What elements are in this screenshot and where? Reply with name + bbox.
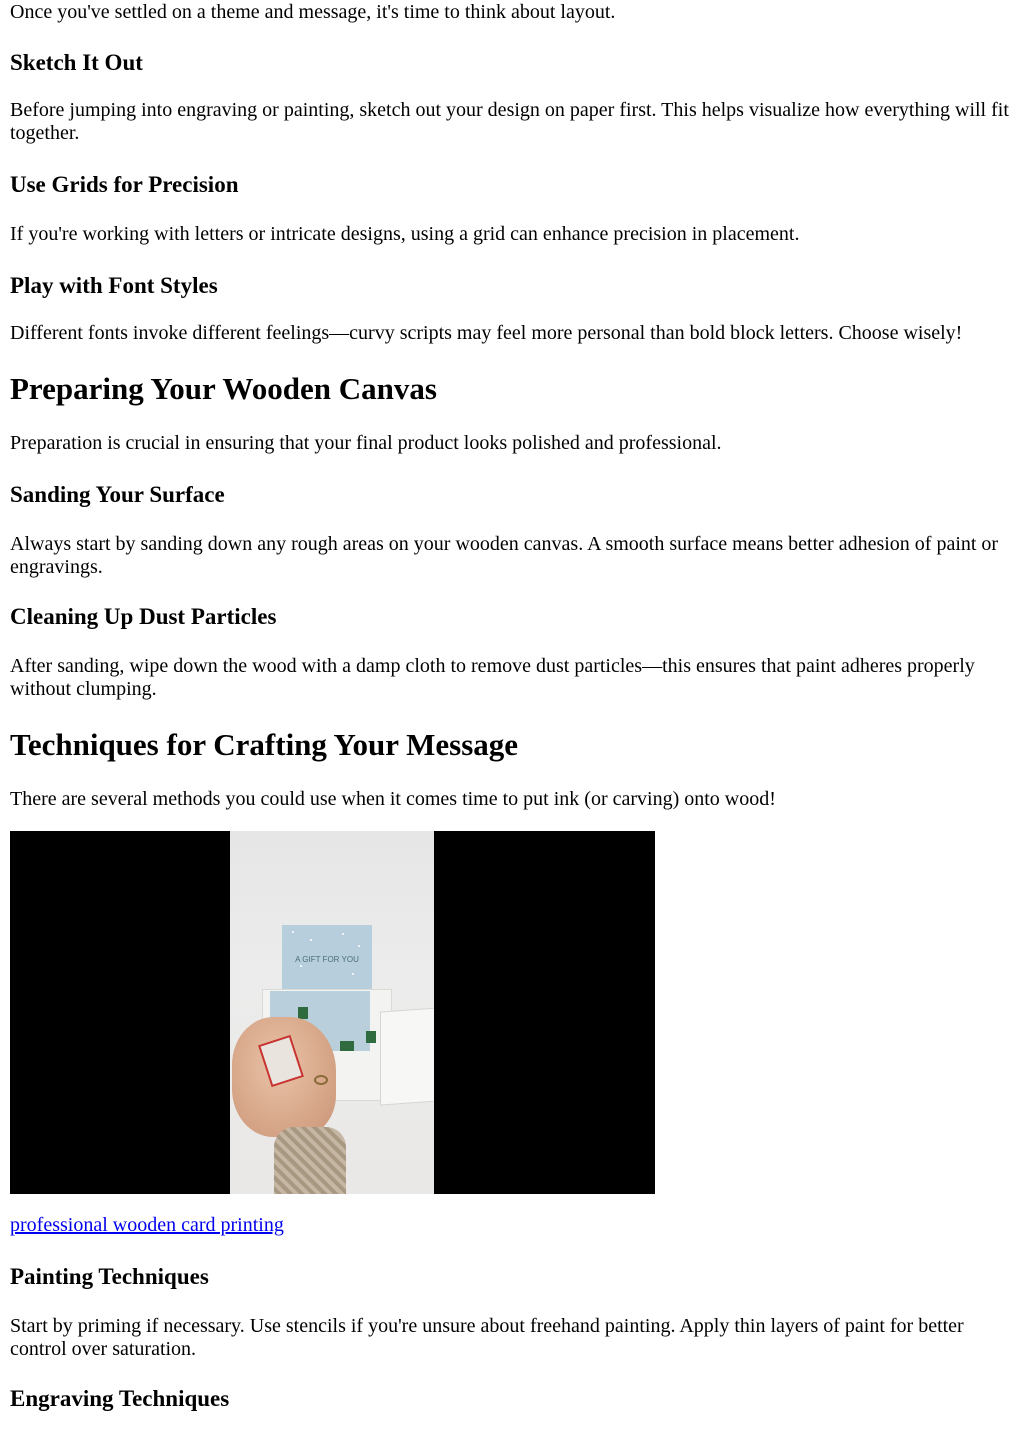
- paragraph-painting: Start by priming if necessary. Use stencils if you're unsure about freehand painting. Apply thin layers of paint for better control over saturation.: [10, 1315, 964, 1360]
- paragraph-sanding: Always start by sanding down any rough areas on your wooden canvas. A smooth surface means better adhesion of paint or engravings.: [10, 533, 999, 578]
- video-player[interactable]: [10, 831, 655, 1194]
- paragraph-fonts: Different fonts invoke different feelings—curvy scripts may feel more personal than bold block letters. Choose wisely!: [10, 322, 963, 344]
- heading-grids: Use Grids for Precision: [10, 172, 239, 197]
- paragraph-sketch: Before jumping into engraving or painting, sketch out your design on paper first. This helps visualize how everything will fit together.: [10, 99, 1009, 144]
- envelope-image: [380, 1006, 434, 1105]
- heading-sketch: Sketch It Out: [10, 50, 143, 75]
- ring-image: [314, 1075, 328, 1085]
- card-title: A GIFT FOR YOU: [295, 955, 359, 964]
- card-top-image: [282, 925, 372, 989]
- heading-techniques: Techniques for Crafting Your Message: [10, 727, 519, 762]
- heading-engraving: Engraving Techniques: [10, 1386, 230, 1411]
- heading-sanding: Sanding Your Surface: [10, 482, 225, 507]
- wooden-card-printing-link[interactable]: professional wooden card printing: [10, 1214, 284, 1236]
- gift-icon: [366, 1031, 376, 1043]
- paragraph-grids: If you're working with letters or intricate designs, using a grid can enhance precision in placement.: [10, 223, 800, 245]
- video-frame: [230, 831, 434, 1194]
- paragraph-cleaning: After sanding, wipe down the wood with a damp cloth to remove dust particles—this ensures that paint adheres properly without clumping.: [10, 655, 975, 700]
- heading-painting: Painting Techniques: [10, 1264, 209, 1289]
- gift-icon: [298, 1007, 308, 1019]
- paragraph-preparing: Preparation is crucial in ensuring that your final product looks polished and professional.: [10, 432, 722, 454]
- heading-fonts: Play with Font Styles: [10, 273, 218, 298]
- gift-icon: [340, 1041, 354, 1051]
- heading-preparing: Preparing Your Wooden Canvas: [10, 371, 437, 406]
- heading-cleaning: Cleaning Up Dust Particles: [10, 604, 277, 629]
- paragraph-techniques: There are several methods you could use when it comes time to put ink (or carving) onto wood!: [10, 788, 776, 810]
- intro-paragraph: Once you've settled on a theme and message, it's time to think about layout.: [10, 1, 616, 23]
- sleeve-image: [274, 1127, 346, 1194]
